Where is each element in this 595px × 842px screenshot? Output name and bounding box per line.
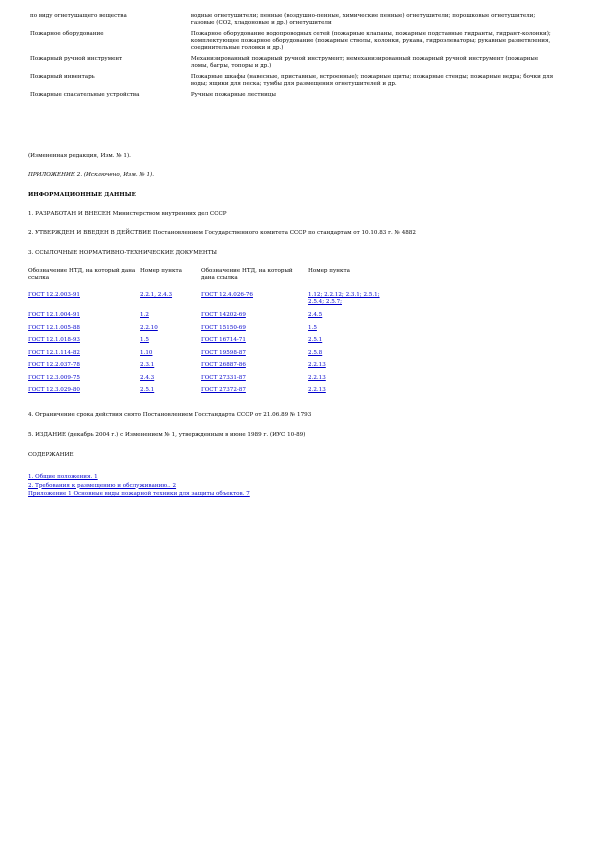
description-cell: водные огнетушители; пенные (воздушно-пенные, химические пенные) огнетушители; порошковые огнетушители; газовые (CO2, хладоновые и др.) огнетушители <box>190 13 536 26</box>
ref-doc-cell <box>28 292 140 312</box>
ref-clause-cell <box>140 292 201 312</box>
ref-doc-cell <box>201 387 308 400</box>
reference-row <box>28 312 380 325</box>
ref-clause-cell <box>308 292 380 312</box>
ref-clause-link[interactable]: 1.5 <box>140 337 149 343</box>
ref-clause-cell <box>308 337 380 350</box>
ref-clause-link[interactable]: 2.5.1 <box>308 337 323 343</box>
ref-doc-cell <box>28 325 140 338</box>
ref-doc-link[interactable]: ГОСТ 16714-71 <box>201 337 246 343</box>
ref-clause-cell <box>140 312 201 325</box>
ref-clause-link[interactable]: 2.2.13 <box>308 374 326 381</box>
ref-doc-cell <box>201 312 308 325</box>
ref-clause-cell <box>308 350 380 363</box>
ref-clause-link[interactable]: 2.4.5 <box>308 312 323 318</box>
ref-clause-link[interactable]: 2.2.13 <box>308 362 326 368</box>
reference-row <box>28 325 380 338</box>
ref-clause-cell <box>308 312 380 325</box>
ref-clause-link[interactable]: 1.2 <box>140 312 149 318</box>
description-cell: Пожарное оборудование водопроводных сетей (пожарные клапаны, пожарные подставные гидранты, гидрант-колонки); комплектующее пожарное оборудование (пожарные стволы, колонки, рукава, гидроэлеваторы; рукавные разветвления, соединительные головки и др.) <box>190 30 551 51</box>
ref-clause-cell <box>140 325 201 338</box>
appendix-note: ПРИЛОЖЕНИЕ 2. (Исключено, Изм. № 1). <box>28 172 155 178</box>
references-header-row <box>28 268 380 292</box>
ref-clause-link[interactable]: 2.2.1, 2.4.3 <box>140 292 173 298</box>
ref-doc-link[interactable]: ГОСТ 12.3.029-80 <box>28 387 80 393</box>
ref-clause-link[interactable]: 1.10 <box>140 349 153 356</box>
toc-item <box>28 483 250 492</box>
ref-doc-link[interactable]: ГОСТ 27331-87 <box>201 374 246 381</box>
toc-heading: СОДЕРЖАНИЕ <box>28 452 74 458</box>
item-1: 1. РАЗРАБОТАН И ВНЕСЕН Министерством внутренних дел СССР <box>28 211 227 217</box>
item-4: 4. Ограничение срока действия снято Постановлением Госстандарта СССР от 21.06.89 № 1793 <box>28 412 312 418</box>
item-2: 2. УТВЕРЖДЕН И ВВЕДЕН В ДЕЙСТВИЕ Постановлением Государственного комитета СССР по стандартам от 10.10.83 г. № 4882 <box>28 230 416 236</box>
ref-doc-cell <box>28 362 140 375</box>
ref-clause-cell <box>140 362 201 375</box>
equipment-classification-table <box>28 13 558 103</box>
ref-clause-link[interactable]: 1.5 <box>308 324 317 331</box>
reference-row <box>28 337 380 350</box>
ref-clause-cell <box>140 387 201 400</box>
ref-clause-link[interactable]: 2.2.10 <box>140 324 158 331</box>
toc-item <box>28 491 250 500</box>
toc-link[interactable]: Приложение 1 Основные виды пожарной техники для защиты объектов. 7 <box>28 491 250 497</box>
ref-doc-cell <box>201 292 308 312</box>
ref-doc-link[interactable]: ГОСТ 15150-69 <box>201 324 246 331</box>
table-row <box>28 56 558 74</box>
ref-doc-link[interactable]: ГОСТ 12.3.009-75 <box>28 374 80 381</box>
table-of-contents <box>28 474 250 500</box>
ref-doc-cell <box>201 337 308 350</box>
ref-clause-link[interactable]: 2.5.4; 2.5.7; <box>308 298 343 305</box>
ref-doc-cell <box>201 362 308 375</box>
category-cell: Пожарный инвентарь <box>30 73 95 80</box>
ref-doc-cell <box>28 312 140 325</box>
ref-clause-cell <box>308 362 380 375</box>
ref-doc-link[interactable]: ГОСТ 14202-69 <box>201 312 246 318</box>
category-cell: Пожарный ручной инструмент <box>30 55 123 62</box>
ref-doc-link[interactable]: ГОСТ 12.2.037-78 <box>28 362 80 368</box>
ref-doc-link[interactable]: ГОСТ 12.2.003-91 <box>28 292 80 298</box>
ref-header-clause: Номер пункта <box>140 268 182 274</box>
item-5: 5. ИЗДАНИЕ (декабрь 2004 г.) с Изменением № 1, утвержденным в июне 1989 г. (ИУС 10-89) <box>28 432 306 438</box>
ref-doc-cell <box>201 375 308 388</box>
ref-header-doc: Обозначение НТД, на который дана ссылка <box>28 268 136 281</box>
info-heading: ИНФОРМАЦИОННЫЕ ДАННЫЕ <box>28 192 136 198</box>
ref-clause-cell <box>140 337 201 350</box>
ref-clause-link[interactable]: 2.5.8 <box>308 349 323 356</box>
ref-doc-link[interactable]: ГОСТ 12.4.026-76 <box>201 292 253 298</box>
ref-doc-link[interactable]: ГОСТ 26887-86 <box>201 362 246 368</box>
ref-clause-link[interactable]: 2.2.13 <box>308 387 326 393</box>
category-cell: Пожарные спасательные устройства <box>30 91 140 98</box>
ref-doc-cell <box>28 337 140 350</box>
reference-row <box>28 292 380 312</box>
ref-doc-cell <box>201 325 308 338</box>
ref-header-clause: Номер пункта <box>308 268 350 274</box>
ref-doc-cell <box>28 387 140 400</box>
ref-doc-link[interactable]: ГОСТ 12.1.004-91 <box>28 312 80 318</box>
ref-doc-link[interactable]: ГОСТ 12.1.018-93 <box>28 337 80 343</box>
ref-clause-cell <box>308 375 380 388</box>
toc-link[interactable]: 1. Общие положения. 1 <box>28 474 98 480</box>
ref-doc-cell <box>28 375 140 388</box>
ref-clause-link[interactable]: 1.12; 2.2.12; 2.3.1; 2.5.1; <box>308 292 380 298</box>
ref-doc-cell <box>28 350 140 363</box>
description-cell: Пожарные шкафы (навесные, приставные, встроенные); пожарные щиты; пожарные стенды; пожарные ведра; бочки для воды; ящики для песка; тумбы для размещения огнетушителей и др. <box>190 73 554 87</box>
category-cell: по виду огнетушащего вещества <box>30 13 127 19</box>
ref-doc-link[interactable]: ГОСТ 27372-87 <box>201 387 246 393</box>
table-row <box>28 92 558 103</box>
revision-note: (Измененная редакция, Изм. № 1). <box>28 153 131 159</box>
references-table <box>28 268 380 400</box>
reference-row <box>28 362 380 375</box>
ref-doc-link[interactable]: ГОСТ 12.1.114-82 <box>28 349 80 356</box>
reference-row <box>28 375 380 388</box>
reference-row <box>28 350 380 363</box>
ref-clause-link[interactable]: 2.4.3 <box>140 374 155 381</box>
ref-clause-link[interactable]: 2.5.1 <box>140 387 155 393</box>
ref-clause-cell <box>308 325 380 338</box>
description-cell: Механизированный пожарный ручной инструмент; немеханизированный пожарный ручной инструмент (пожарные ломы, багры, топоры и др.) <box>190 55 539 69</box>
toc-link[interactable]: 2. Требования к размещению и обслуживанию.. 2 <box>28 482 177 489</box>
ref-clause-cell <box>140 350 201 363</box>
ref-doc-link[interactable]: ГОСТ 19598-87 <box>201 349 246 356</box>
table-row <box>28 74 558 92</box>
ref-header-doc: Обозначение НТД, на который дана ссылка <box>201 268 293 281</box>
ref-doc-link[interactable]: ГОСТ 12.1.005-88 <box>28 324 80 331</box>
item-3-heading: 3. ССЫЛОЧНЫЕ НОРМАТИВНО-ТЕХНИЧЕСКИЕ ДОКУМЕНТЫ <box>28 250 218 256</box>
toc-item <box>28 474 250 483</box>
table-row <box>28 31 558 56</box>
table-row <box>28 13 558 31</box>
ref-doc-cell <box>201 350 308 363</box>
ref-clause-link[interactable]: 2.3.1 <box>140 362 155 368</box>
ref-clause-cell <box>140 375 201 388</box>
description-cell: Ручные пожарные лестницы <box>190 91 276 98</box>
category-cell: Пожарное оборудование <box>30 30 104 37</box>
ref-clause-cell <box>308 387 380 400</box>
reference-row <box>28 387 380 400</box>
